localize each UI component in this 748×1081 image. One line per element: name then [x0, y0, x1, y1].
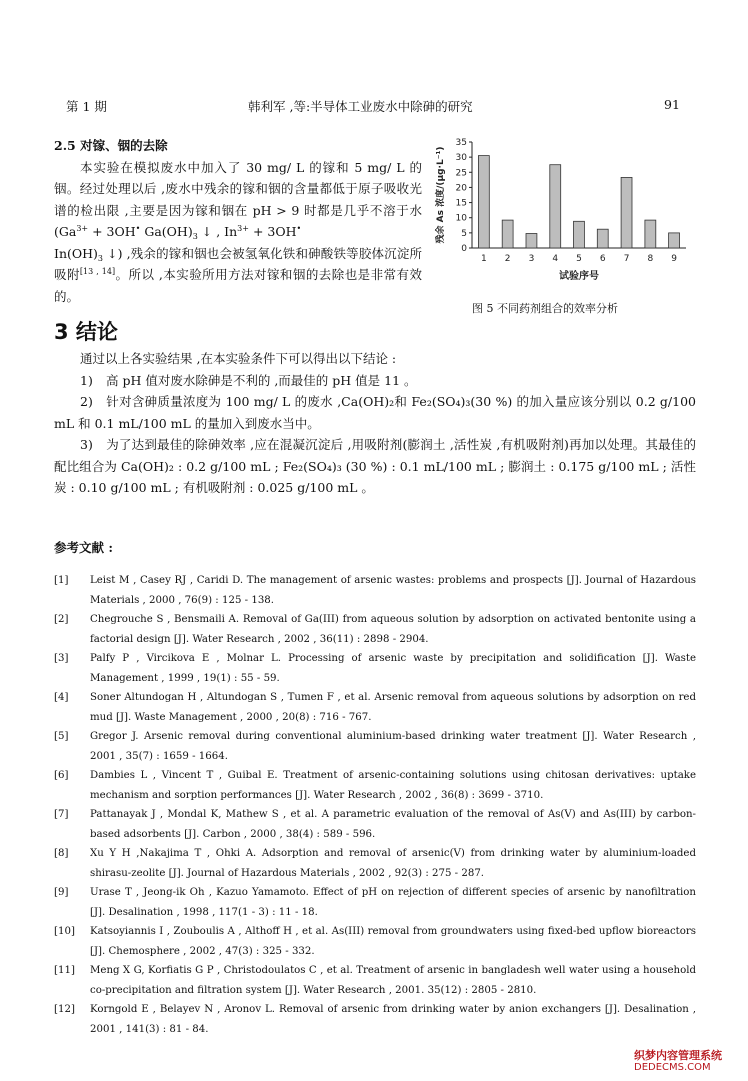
reference-item — [54, 610, 696, 649]
bar — [526, 234, 537, 249]
reference-item — [54, 688, 696, 727]
x-tick-label: 4 — [552, 254, 559, 264]
reference-text: Dambies L , Vincent T , Guibal E. Treatment of arsenic-containing solutions using chitosan derivatives: uptake mechanism and sorption performances [J]. Water Research , 2002 , 36(8) : 3699 - 3710. — [90, 770, 696, 801]
watermark-logo: 织梦内容管理系统 — [634, 1049, 722, 1062]
section-2-5-paragraph: 本实验在模拟废水中加入了 30 mg/ L 的镓和 5 mg/ L 的铟。经过处理以后 ,废水中残余的镓和铟的含量都低于原子吸收光谱的检出限 ,主要是因为镓和铟在 pH > 9 时都是几乎不溶于水 ($Ga^{3+} + 3OH^•$ $Ga(OH)_3$ ↓ , $In^{3+} + 3OH^•$ $In(OH)_3$ ↓) ,残余的镓和铟也会被氢氧化铁和砷酸铁等胶体沉淀所吸附[13 , 14]。所以 ,本实验所用方法对镓和铟的去除也是非常有效的。 — [54, 159, 422, 304]
conclusion-item-2: 2) 针对含砷质量浓度为 100 mg/ L 的废水 ,Ca(OH)₂和 Fe₂(SO₄)₃(30 %) 的加入量应该分别以 0.2 g/100 mL 和 0.1 mL/100 mL 的量加入到废水当中。 — [54, 394, 696, 431]
reference-item — [54, 571, 696, 610]
reference-text: Soner Altundogan H , Altundogan S , Tumen F , et al. Arsenic removal from aqueous solutions by adsorption on red mud [J]. Waste Management , 2000 , 20(8) : 716 - 767. — [90, 692, 696, 723]
bar — [597, 229, 608, 248]
x-axis-label: 试验序号 — [559, 271, 599, 282]
references-list — [54, 571, 696, 1039]
x-tick-label: 9 — [671, 254, 677, 264]
reference-item — [54, 883, 696, 922]
reference-item — [54, 805, 696, 844]
y-axis-label: 残余 As 浓度/(µg·L⁻¹) — [436, 146, 446, 244]
bar — [478, 156, 489, 248]
reference-number: [5] — [54, 731, 69, 742]
reference-number: [12] — [54, 1004, 75, 1015]
reference-text: Palfy P , Vircikova E , Molnar L. Processing of arsenic waste by precipitation and solidification [J]. Waste Management , 1999 , 19(1) : 55 - 59. — [90, 653, 696, 684]
x-tick-label: 5 — [576, 254, 582, 264]
conclusion-item-1: 1) 高 pH 值对废水除砷是不利的 ,而最佳的 pH 值是 11 。 — [80, 372, 417, 388]
section-2-5-heading: 2.5 对镓、铟的去除 — [54, 138, 168, 153]
bar — [669, 233, 680, 248]
reference-text: Korngold E , Belayev N , Aronov L. Removal of arsenic from drinking water by anion exchangers [J]. Desalination , 2001 , 141(3) : 81 - 84. — [90, 1004, 696, 1035]
reference-number: [8] — [54, 848, 69, 859]
figure-caption: 图 5 不同药剂组合的效率分析 — [472, 302, 618, 315]
reference-number: [4] — [54, 692, 69, 703]
y-tick-label: 10 — [455, 213, 467, 224]
reference-item — [54, 727, 696, 766]
section-2-5 — [54, 135, 422, 307]
section-3-heading: 3 结论 — [54, 320, 118, 344]
reference-number: [6] — [54, 770, 69, 781]
reference-item — [54, 961, 696, 1000]
y-tick-label: 0 — [461, 244, 467, 254]
y-tick-label: 35 — [455, 138, 467, 148]
references-heading: 参考文献 : — [54, 540, 113, 555]
bar — [550, 165, 561, 248]
x-tick-label: 8 — [647, 254, 654, 264]
reference-number: [9] — [54, 887, 69, 898]
conclusion-item-3: 3) 为了达到最佳的除砷效率 ,应在混凝沉淀后 ,用吸附剂(膨润土 ,活性炭 ,有机吸附剂)再加以处理。其最佳的配比组合为 Ca(OH)₂ : 0.2 g/100 mL ; Fe₂(SO₄)₃ (30 %) : 0.1 mL/100 mL ; 膨润土 : 0.175 g/100 mL ; 活性炭 : 0.10 g/100 mL ; 有机吸附剂 : 0.025 g/100 mL 。 — [54, 437, 696, 495]
bar — [574, 221, 585, 248]
y-tick-label: 30 — [455, 153, 467, 164]
watermark-logo-url: DEDECMS.COM — [634, 1062, 711, 1073]
reference-item — [54, 766, 696, 805]
page-number: 91 — [664, 97, 680, 112]
reference-text: Leist M , Casey RJ , Caridi D. The management of arsenic wastes: problems and prospects [J]. Journal of Hazardous Materials , 2000 , 76(9) : 125 - 138. — [90, 575, 696, 606]
reference-text: Urase T , Jeong-ik Oh , Kazuo Yamamoto. Effect of pH on rejection of different species of arsenic by nanofiltration [J]. Desalination , 1998 , 117(1 - 3) : 11 - 18. — [90, 887, 696, 918]
reference-number: [1] — [54, 575, 69, 586]
journal-issue: 第 1 期 — [66, 99, 107, 114]
reference-text: Katsoyiannis I , Zouboulis A , Althoff H , et al. As(III) removal from groundwaters using fixed-bed upflow bioreactors [J]. Chemosphere , 2002 , 47(3) : 325 - 332. — [90, 926, 696, 957]
conclusion-intro: 通过以上各实验结果 ,在本实验条件下可以得出以下结论 : — [80, 351, 397, 366]
reference-item — [54, 844, 696, 883]
x-tick-label: 3 — [528, 254, 535, 264]
bar — [621, 177, 632, 248]
reference-text: Gregor J. Arsenic removal during conventional aluminium-based drinking water treatment [J]. Water Research , 2001 , 35(7) : 1659 - 1664. — [90, 731, 696, 762]
reference-number: [3] — [54, 653, 69, 664]
reference-item — [54, 649, 696, 688]
y-tick-label: 25 — [455, 168, 467, 179]
reference-item — [54, 1000, 696, 1039]
y-tick-label: 20 — [455, 183, 467, 194]
x-tick-label: 7 — [623, 254, 630, 264]
figure-5-bar-chart — [430, 132, 692, 284]
reference-text: Meng X G, Korfiatis G P , Christodoulatos C , et al. Treatment of arsenic in bangladesh well water using a household co-precipitation and filtration system [J]. Water Research , 2001. 35(12) : 2805 - 2810. — [90, 965, 696, 996]
reference-number: [11] — [54, 965, 75, 976]
x-tick-label: 1 — [481, 254, 487, 264]
x-tick-label: 2 — [504, 254, 511, 264]
running-title: 韩利军 ,等:半导体工业废水中除砷的研究 — [248, 99, 473, 114]
reference-number: [2] — [54, 614, 69, 625]
reference-text: Xu Y H ,Nakajima T , Ohki A. Adsorption and removal of arsenic(V) from drinking water by aluminium-loaded shirasu-zeolite [J]. Journal of Hazardous Materials , 2002 , 92(3) : 275 - 287. — [90, 848, 696, 879]
reference-text: Pattanayak J , Mondal K, Mathew S , et al. A parametric evaluation of the removal of As(V) and As(III) by carbon-based adsorbents [J]. Carbon , 2000 , 38(4) : 589 - 596. — [90, 809, 696, 840]
x-tick-label: 6 — [599, 254, 606, 264]
reference-number: [7] — [54, 809, 69, 820]
bar — [645, 220, 656, 248]
y-tick-label: 15 — [455, 198, 467, 209]
reference-number: [10] — [54, 926, 75, 937]
reference-item — [54, 922, 696, 961]
conclusion-body — [54, 348, 696, 499]
reference-text: Chegrouche S , Bensmaili A. Removal of Ga(III) from aqueous solution by adsorption on activated bentonite using a factorial design [J]. Water Research , 2002 , 36(11) : 2898 - 2904. — [90, 614, 696, 645]
y-tick-label: 5 — [461, 228, 467, 239]
bar — [502, 220, 513, 248]
